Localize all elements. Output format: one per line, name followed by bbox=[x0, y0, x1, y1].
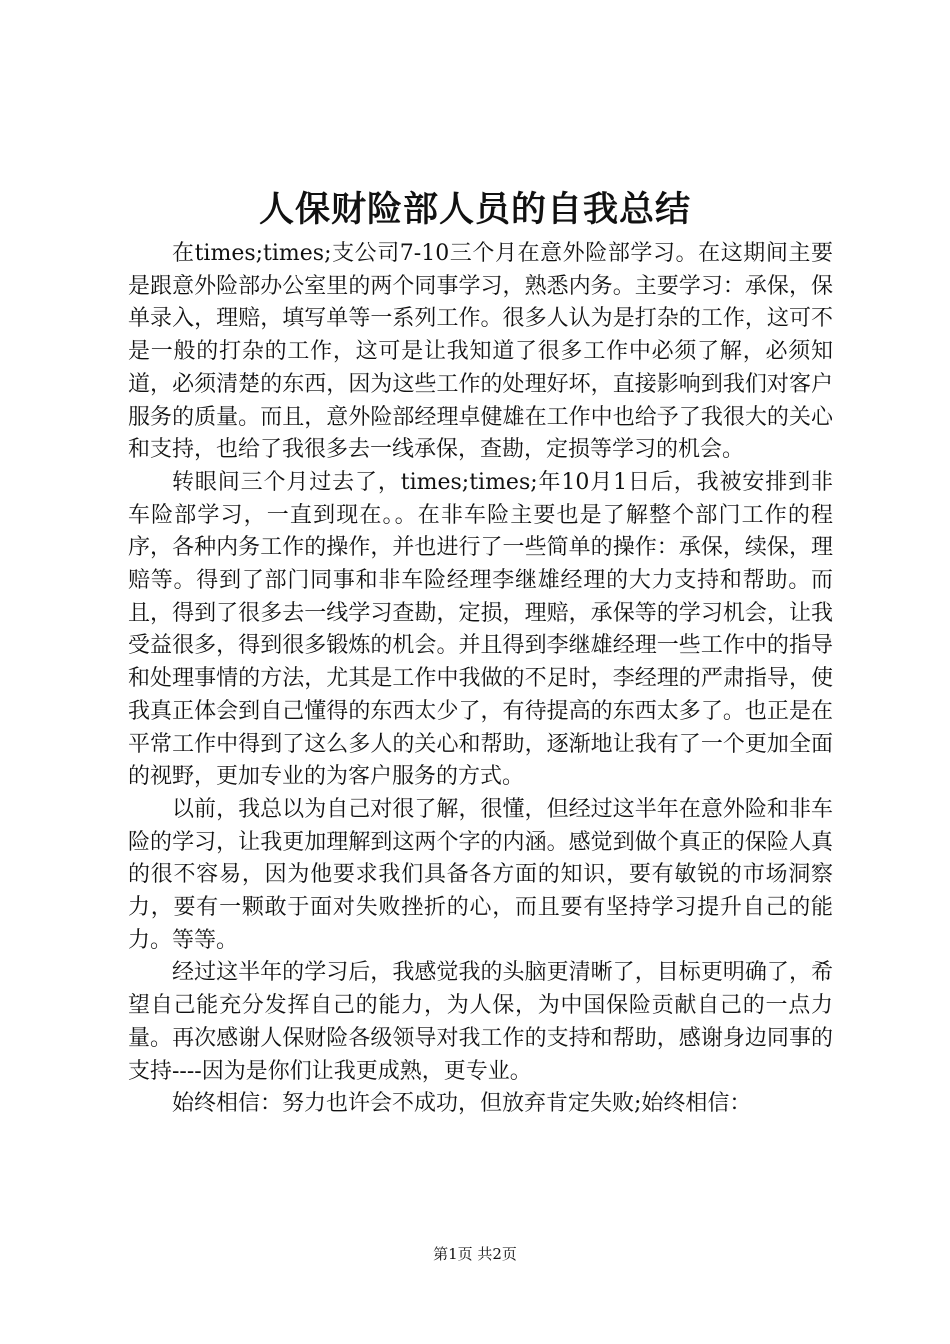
paragraph-3: 以前，我总以为自己对很了解，很懂，但经过这半年在意外险和非车险的学习，让我更加理解到这两个字的内涵。感觉到做个真正的保险人真的很不容易，因为他要求我们具备各方面的知识，要有敏锐的市场洞察力，要有一颗敢于面对失败挫折的心，而且要有坚持学习提升自己的能力。等等。 bbox=[128, 796, 833, 953]
paragraph-4: 经过这半年的学习后，我感觉我的头脑更清晰了，目标更明确了，希望自己能充分发挥自己的能力，为人保，为中国保险贡献自己的一点力量。再次感谢人保财险各级领导对我工作的支持和帮助，感谢身边同事的支持----因为是你们让我更成熟，更专业。 bbox=[128, 960, 833, 1084]
paragraph-2: 转眼间三个月过去了，times;times;年10月1日后，我被安排到非车险部学习，一直到现在。。在非车险主要也是了解整个部门工作的程序，各种内务工作的操作，并也进行了一些简单的操作：承保，续保，理赔等。得到了部门同事和非车险经理李继雄经理的大力支持和帮助。而且，得到了很多去一线学习查勘，定损，理赔，承保等的学习机会，让我受益很多，得到很多锻炼的机会。并且得到李继雄经理一些工作中的指导和处理事情的方法，尤其是工作中我做的不足时，李经理的严肃指导，使我真正体会到自己懂得的东西太少了，有待提高的东西太多了。也正是在平常工作中得到了这么多人的关心和帮助，逐渐地让我有了一个更加全面的视野，更加专业的为客户服务的方式。 bbox=[128, 469, 833, 790]
document-body bbox=[128, 238, 833, 1121]
paragraph-1: 在times;times;支公司7-10三个月在意外险部学习。在这期间主要是跟意外险部办公室里的两个同事学习，熟悉内务。主要学习：承保，保单录入，理赔，填写单等一系列工作。很多人认为是打杂的工作，这可不是一般的打杂的工作，这可是让我知道了很多工作中必须了解，必须知道，必须清楚的东西，因为这些工作的处理好坏，直接影响到我们对客户服务的质量。而且，意外险部经理卓健雄在工作中也给予了我很大的关心和支持，也给了我很多去一线承保，查勘，定损等学习的机会。 bbox=[128, 241, 833, 463]
page-footer: 第1页 共2页 bbox=[433, 1245, 517, 1263]
paragraph-5: 始终相信：努力也许会不成功，但放弃肯定失败;始终相信： bbox=[172, 1091, 752, 1117]
document-title: 人保财险部人员的自我总结 bbox=[258, 189, 691, 230]
